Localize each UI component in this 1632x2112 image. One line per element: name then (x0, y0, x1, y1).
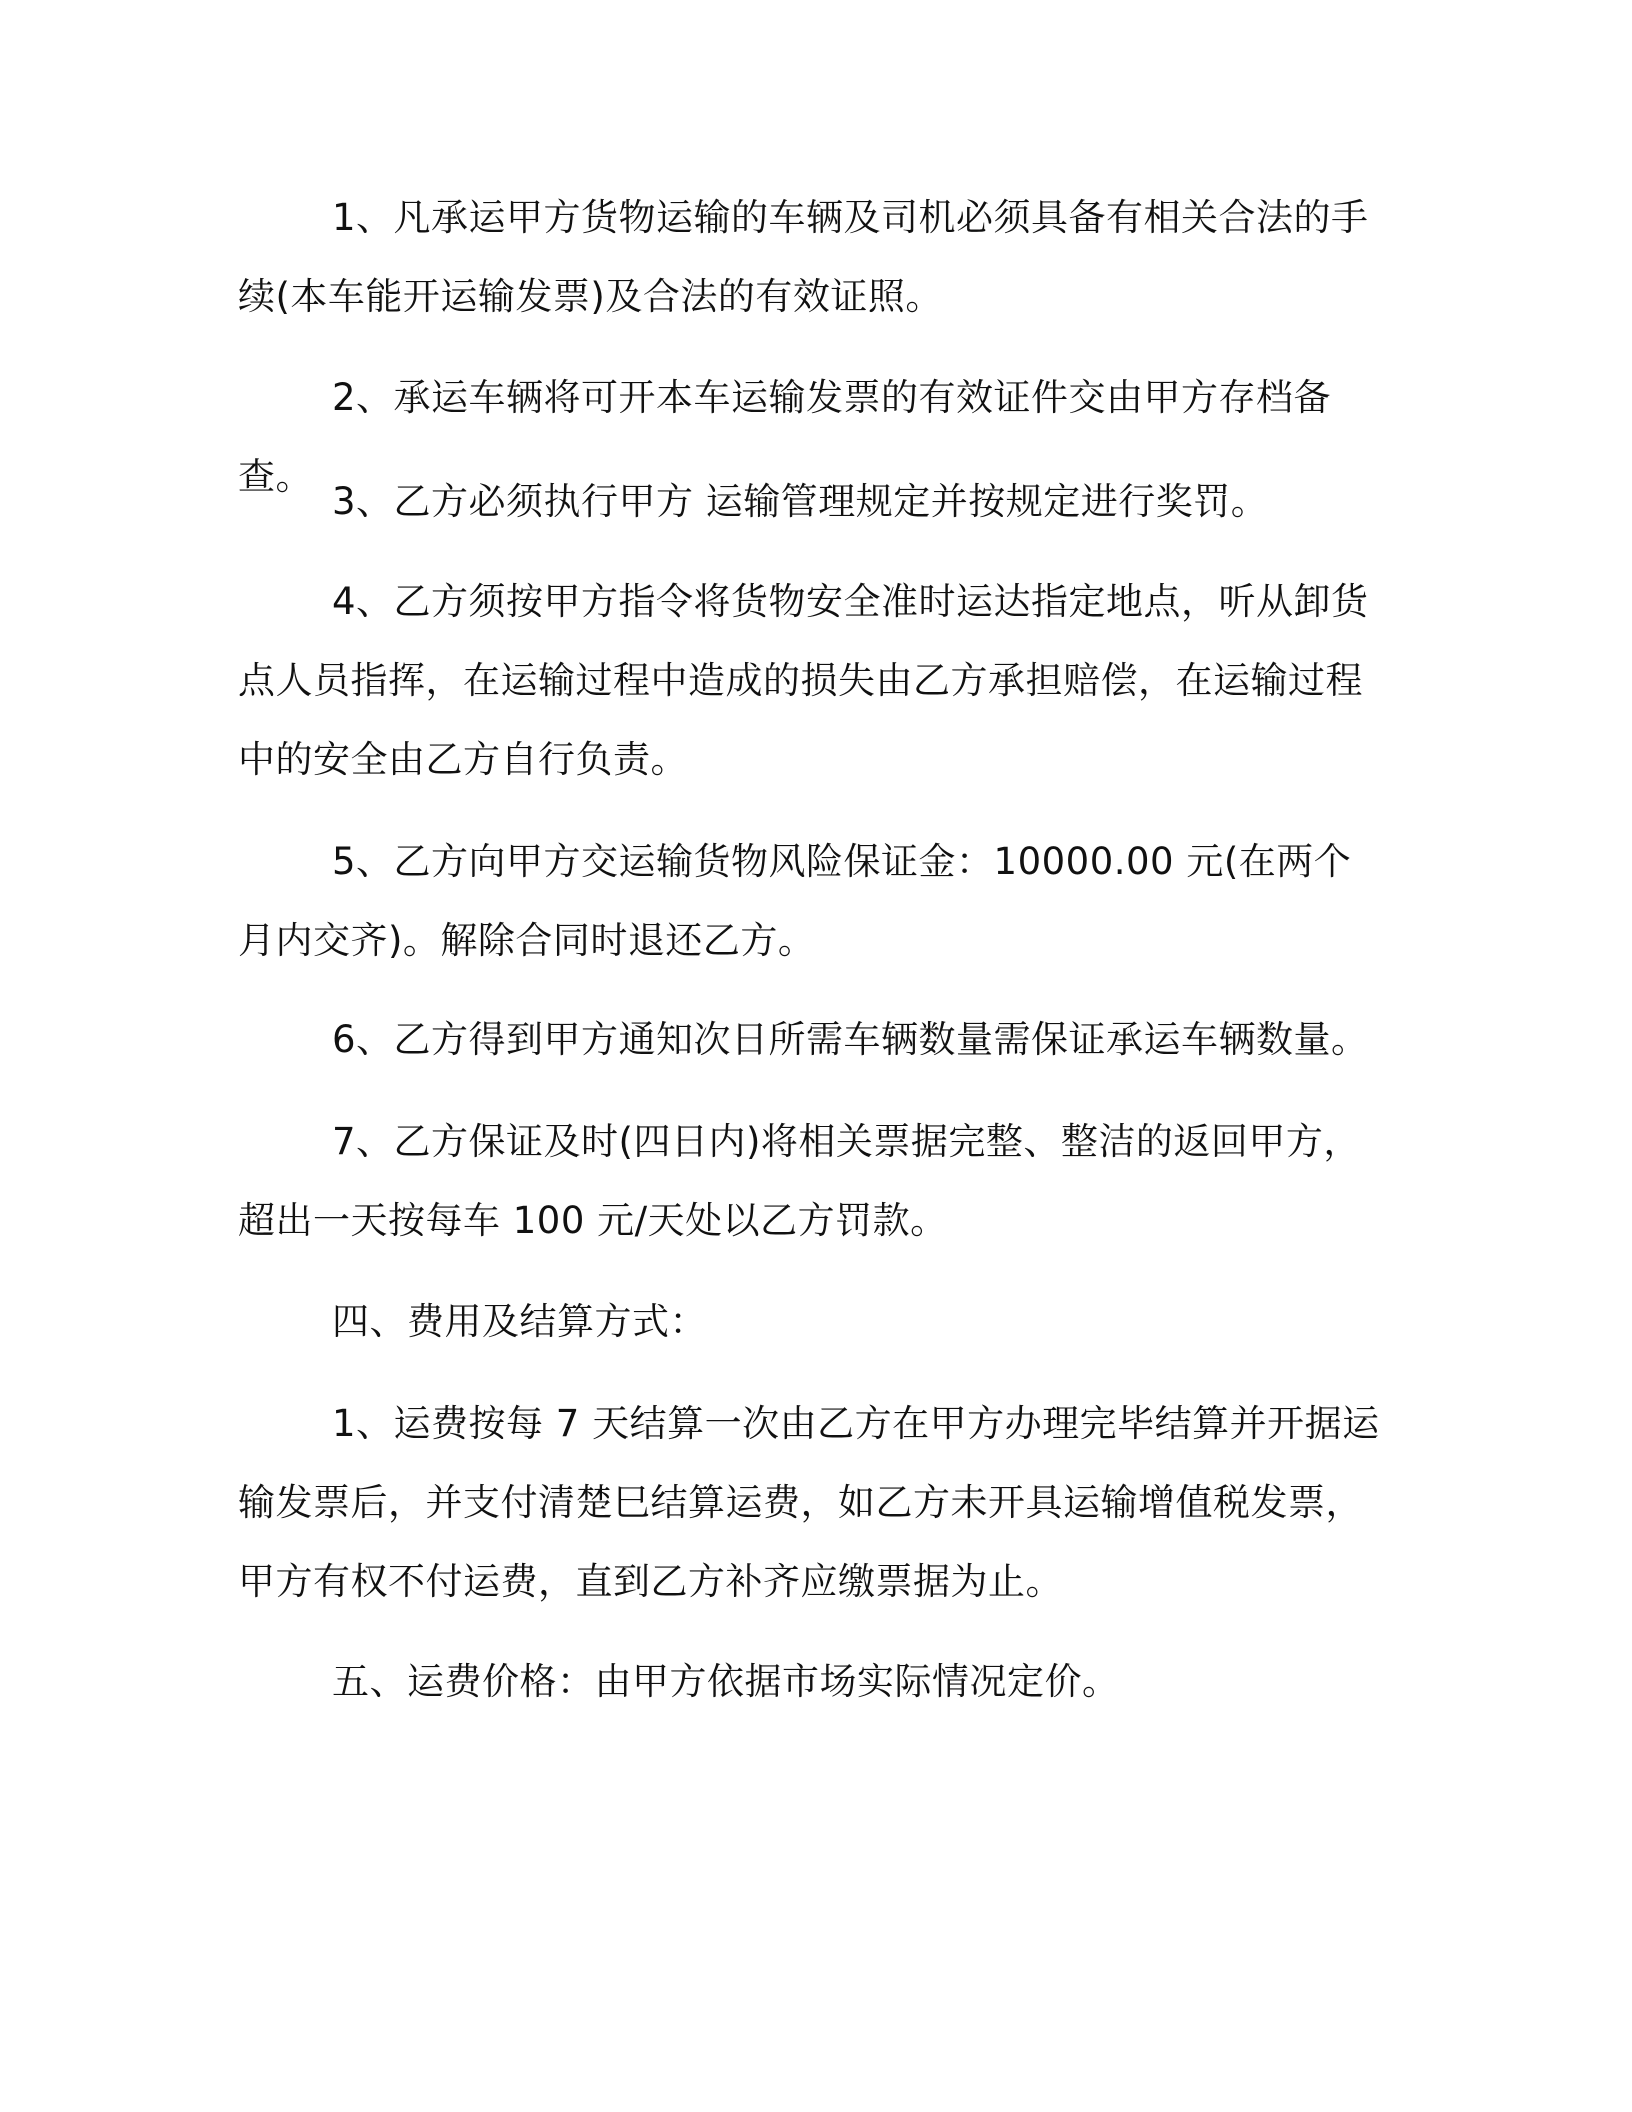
clause-freight-settlement: 1、运费按每 7 天结算一次由乙方在甲方办理完毕结算并开据运输发票后，并支付清楚巳结算运费，如乙方未开具运输增值税发票，甲方有权不付运费，直到乙方补齐应缴票据为止。 (238, 1402, 1380, 1603)
clause-vehicle-certificates: 2、承运车辆将可开本车运输发票的有效证件交由甲方存档备查。 (238, 376, 1332, 498)
clause-vehicle-quantity: 6、乙方得到甲方通知次日所需车辆数量需保证承运车辆数量。 (332, 1018, 1369, 1061)
clause-receipt-return: 7、乙方保证及时(四日内)将相关票据完整、整洁的返回甲方，超出一天按每车 100 元/天处以乙方罚款。 (238, 1120, 1361, 1242)
clause-transport-rules: 3、乙方必须执行甲方 运输管理规定并按规定进行奖罚。 (332, 480, 1269, 523)
section-heading-settlement: 四、费用及结算方式： (332, 1300, 707, 1343)
clause-transport-qualification: 1、凡承运甲方货物运输的车辆及司机必须具备有相关合法的手续(本车能开运输发票)及合法的有效证照。 (238, 196, 1369, 318)
clause-delivery-safety: 4、乙方须按甲方指令将货物安全准时运达指定地点，听从卸货点人员指挥，在运输过程中造成的损失由乙方承担赔偿，在运输过程中的安全由乙方自行负责。 (238, 580, 1369, 781)
section-heading-freight-price: 五、运费价格：由甲方依据市场实际情况定价。 (332, 1660, 1120, 1703)
clause-risk-deposit: 5、乙方向甲方交运输货物风险保证金：10000.00 元(在两个月内交齐)。解除合同时退还乙方。 (238, 840, 1352, 962)
